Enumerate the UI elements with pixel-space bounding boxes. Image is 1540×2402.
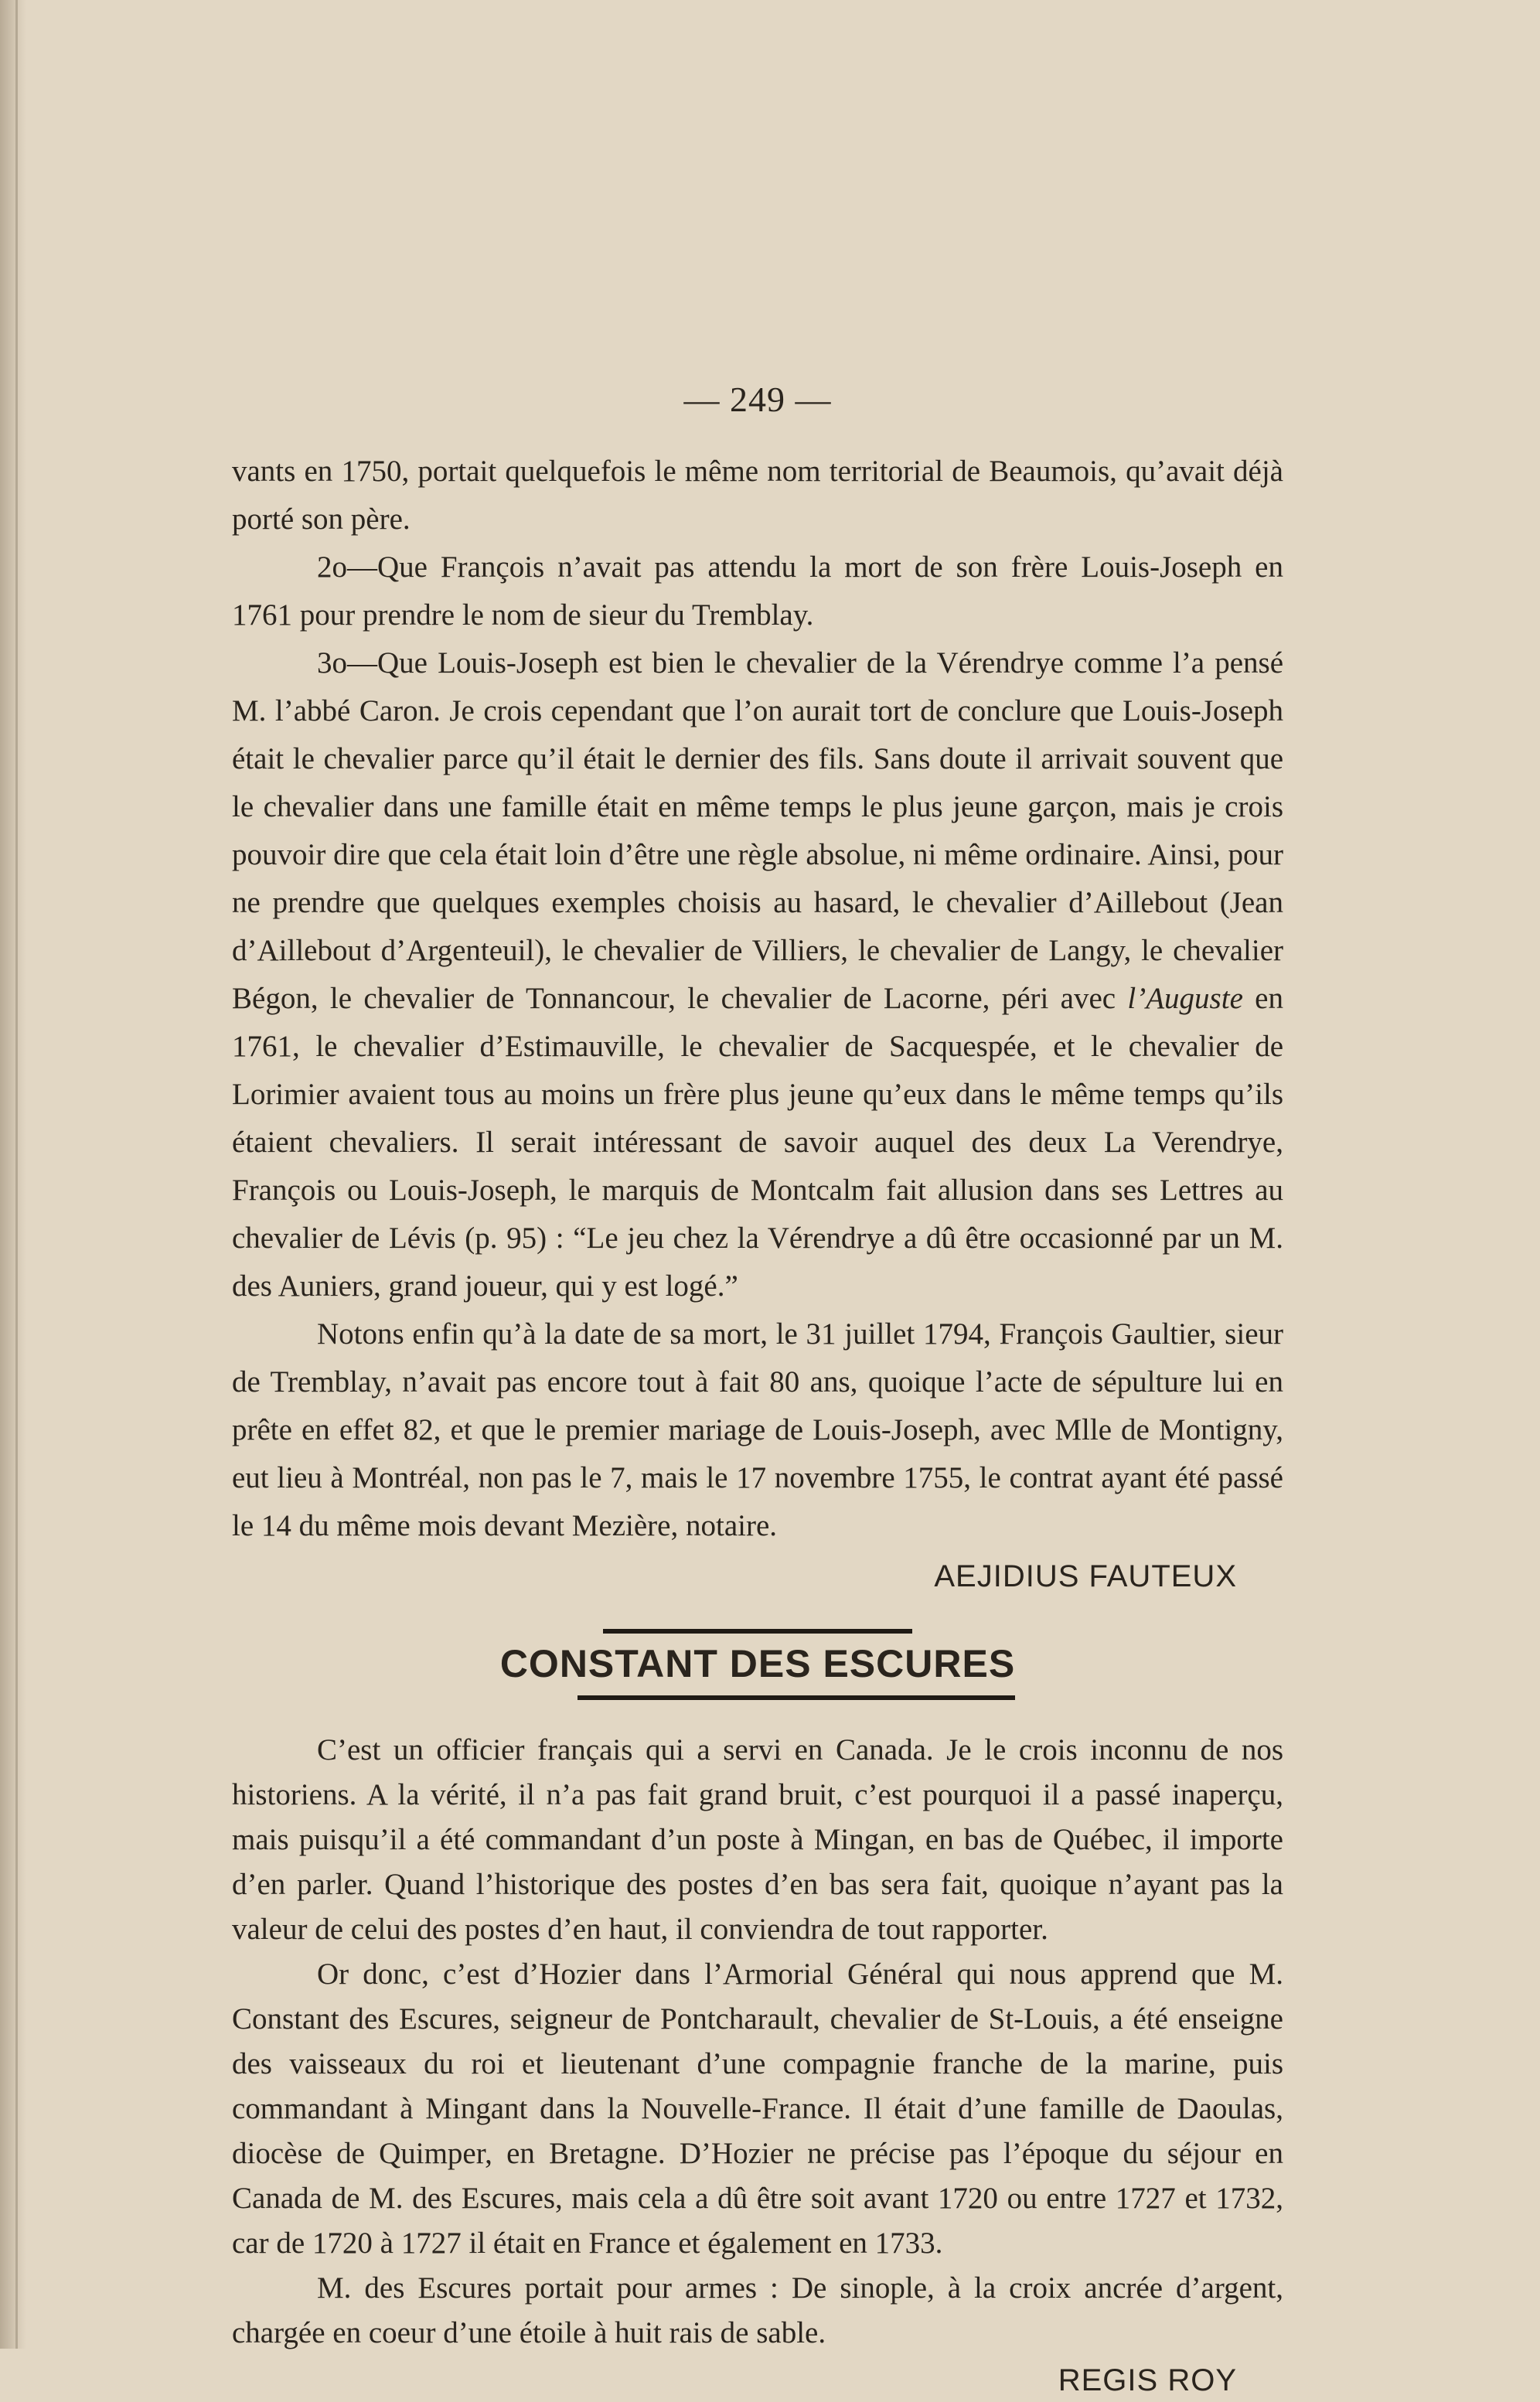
author-signature-2: REGIS ROY (1058, 2363, 1237, 2397)
section-title (500, 1629, 1015, 1700)
paragraph-3 (232, 639, 1283, 1310)
title-rule-top (603, 1629, 912, 1634)
title-rule-bottom (578, 1695, 1015, 1700)
paragraph-3-part-1: 3o—Que Louis-Joseph est bien le chevalier de la Vérendrye comme l’a pensé M. l’abbé Caron. Je crois cependant que l’on aurait tort de conclure que Louis-Joseph était le chevalier parce qu’il était le dernier des fils. Sans doute il arrivait souvent que le chevalier dans une famille était en même temps le plus jeune garçon, mais je crois pouvoir dire que cela était loin d’être une règle absolue, ni même ordinaire. Ainsi, pour ne prendre que quelques exemples choisis au hasard, le chevalier d’Aillebout (Jean d’Aillebout d’Argenteuil), le chevalier de Villiers, le chevalier de Langy, le chevalier Bégon, le chevalier de Tonnancour, le chevalier de Lacorne, péri avec (232, 646, 1283, 1015)
paragraph-5: C’est un officier français qui a servi en Canada. Je le crois inconnu de nos historiens. A la vérité, il n’a pas fait grand bruit, c’est pourquoi il a passé inaperçu, mais puisqu’il a été commandant d’un poste à Mingan, en bas de Québec, il importe d’en parler. Quand l’historique des postes d’en bas sera fait, quoique n’ayant pas la valeur de celui des postes d’en haut, il conviendra de tout rapporter. (232, 1733, 1283, 1946)
paragraph-6: Or donc, c’est d’Hozier dans l’Armorial Général qui nous apprend que M. Constant des Escures, seigneur de Pontcharault, chevalier de St-Louis, a été enseigne des vaisseaux du roi et lieutenant d’une compagnie franche de la marine, puis commandant à Mingant dans la Nouvelle-France. Il était d’une famille de Daoulas, diocèse de Quimper, en Bretagne. D’Hozier ne précise pas l’époque du séjour en Canada de M. des Escures, mais cela a dû être soit avant 1720 ou entre 1727 et 1732, car de 1720 à 1727 il était en France et également en 1733. (232, 1957, 1283, 2260)
article-verendrye (232, 448, 1283, 1598)
paragraph-7: M. des Escures portait pour armes : De sinople, à la croix ancrée d’argent, chargée en coeur d’une étoile à huit rais de sable. (232, 2271, 1283, 2349)
page-number: — 249 — (683, 380, 832, 419)
article-constant-des-escures (232, 1728, 1283, 2402)
author-signature: AEJIDIUS FAUTEUX (934, 1559, 1237, 1593)
section-title-text: CONSTANT DES ESCURES (499, 1642, 1016, 1685)
paragraph-1: vants en 1750, portait quelquefois le même nom territorial de Beaumois, qu’avait déjà porté son père. (232, 455, 1283, 536)
page-content (232, 379, 1283, 2402)
paragraph-3-part-2: en 1761, le chevalier d’Estimauville, le chevalier de Sacquespée, et le chevalier de Lorimier avaient tous au moins un frère plus jeune qu’eux dans le même temps qu’ils étaient chevaliers. Il serait intéressant de savoir auquel des deux La Verendrye, François ou Louis-Joseph, le marquis de Montcalm fait allusion dans ses Lettres au chevalier de Lévis (p. 95) : “Le jeu chez la Vérendrye a dû être occasionné par un M. des Auniers, grand joueur, qui y est logé.” (232, 982, 1283, 1303)
section-heading-wrap (232, 1629, 1283, 1700)
paragraph-2: 2o—Que François n’avait pas attendu la mort de son frère Louis-Joseph en 1761 pour prendre le nom de sieur du Tremblay. (232, 550, 1283, 632)
paragraph-4: Notons enfin qu’à la date de sa mort, le 31 juillet 1794, François Gaultier, sieur de Tremblay, n’avait pas encore tout à fait 80 ans, quoique l’acte de sépulture lui en prête en effet 82, et que le premier mariage de Louis-Joseph, avec Mlle de Montigny, eut lieu à Montréal, non pas le 7, mais le 17 novembre 1755, le contrat ayant été passé le 14 du même mois devant Mezière, notaire. (232, 1317, 1283, 1542)
page-binding-edge (0, 0, 26, 2349)
ship-name-italic: l’Auguste (1127, 982, 1243, 1015)
